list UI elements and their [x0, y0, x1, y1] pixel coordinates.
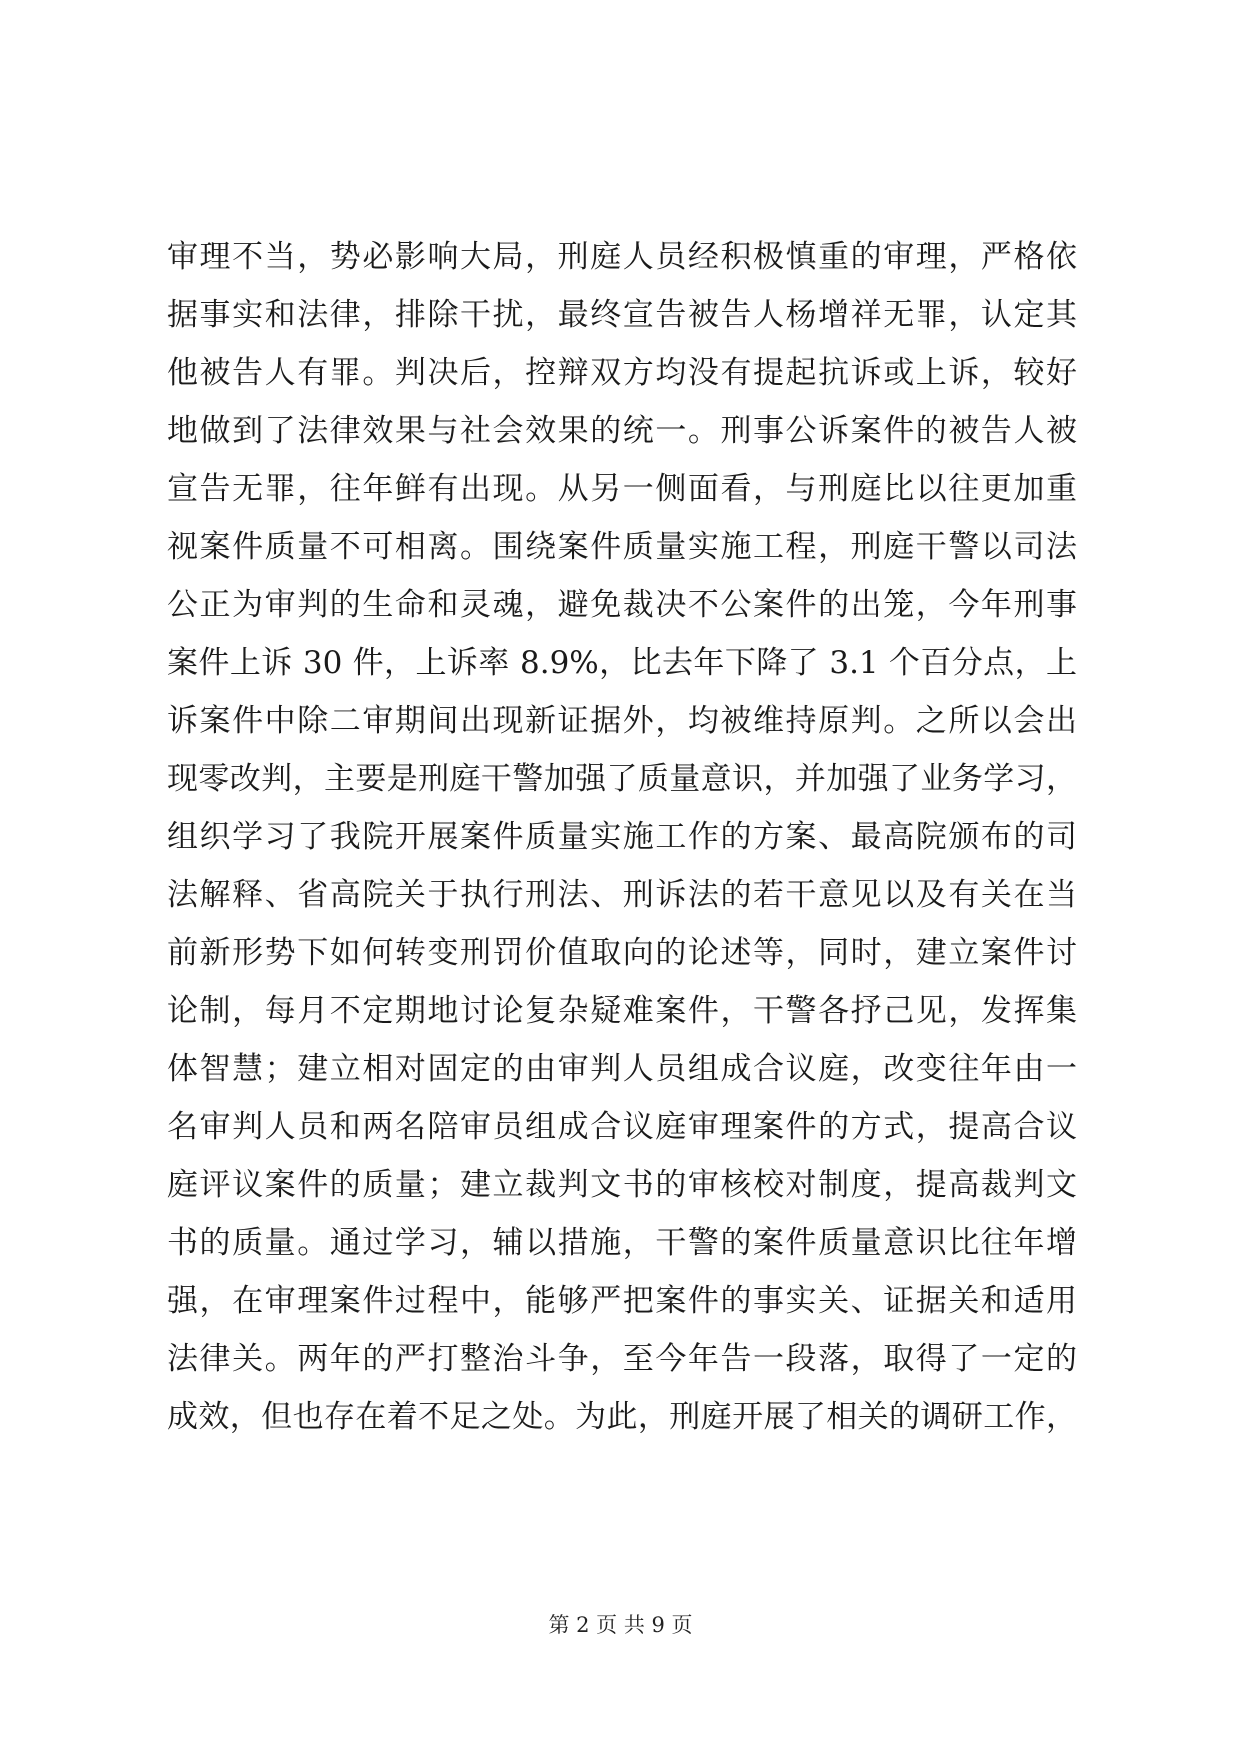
text-line: 法律关。两年的严打整治斗争，至今年告一段落，取得了一定的 — [167, 1341, 1077, 1377]
text-line: 现零改判，主要是刑庭干警加强了质量意识，并加强了业务学习， — [167, 761, 1077, 797]
text-line: 审理不当，势必影响大局，刑庭人员经积极慎重的审理，严格依 — [167, 239, 1077, 275]
text-line: 强，在审理案件过程中，能够严把案件的事实关、证据关和适用 — [167, 1283, 1077, 1319]
text-line: 书的质量。通过学习，辅以措施，干警的案件质量意识比往年增 — [167, 1225, 1077, 1261]
text-line: 案件上诉 30 件，上诉率 8.9%，比去年下降了 3.1 个百分点，上 — [167, 645, 1077, 681]
page-footer — [0, 1610, 1241, 1640]
text-line: 据事实和法律，排除干扰，最终宣告被告人杨增祥无罪，认定其 — [167, 297, 1077, 333]
text-line: 地做到了法律效果与社会效果的统一。刑事公诉案件的被告人被 — [167, 413, 1077, 449]
text-line: 视案件质量不可相离。围绕案件质量实施工程，刑庭干警以司法 — [167, 529, 1077, 565]
text-line: 成效，但也存在着不足之处。为此，刑庭开展了相关的调研工作， — [167, 1399, 1077, 1435]
text-line: 诉案件中除二审期间出现新证据外，均被维持原判。之所以会出 — [167, 703, 1077, 739]
page-number: 第 2 页 共 9 页 — [548, 1613, 693, 1637]
text-line: 名审判人员和两名陪审员组成合议庭审理案件的方式，提高合议 — [167, 1109, 1077, 1145]
text-line: 组织学习了我院开展案件质量实施工作的方案、最高院颁布的司 — [167, 819, 1077, 855]
text-line: 论制，每月不定期地讨论复杂疑难案件，干警各抒己见，发挥集 — [167, 993, 1077, 1029]
text-line: 宣告无罪，往年鲜有出现。从另一侧面看，与刑庭比以往更加重 — [167, 471, 1077, 507]
text-line: 庭评议案件的质量；建立裁判文书的审核校对制度，提高裁判文 — [167, 1167, 1077, 1203]
text-line: 前新形势下如何转变刑罚价值取向的论述等，同时，建立案件讨 — [167, 935, 1077, 971]
text-line: 法解释、省高院关于执行刑法、刑诉法的若干意见以及有关在当 — [167, 877, 1077, 913]
text-line: 他被告人有罪。判决后，控辩双方均没有提起抗诉或上诉，较好 — [167, 355, 1077, 391]
text-line: 公正为审判的生命和灵魂，避免裁决不公案件的出笼，今年刑事 — [167, 587, 1077, 623]
text-line: 体智慧；建立相对固定的由审判人员组成合议庭，改变往年由一 — [167, 1051, 1077, 1087]
body-text — [167, 228, 1077, 1446]
